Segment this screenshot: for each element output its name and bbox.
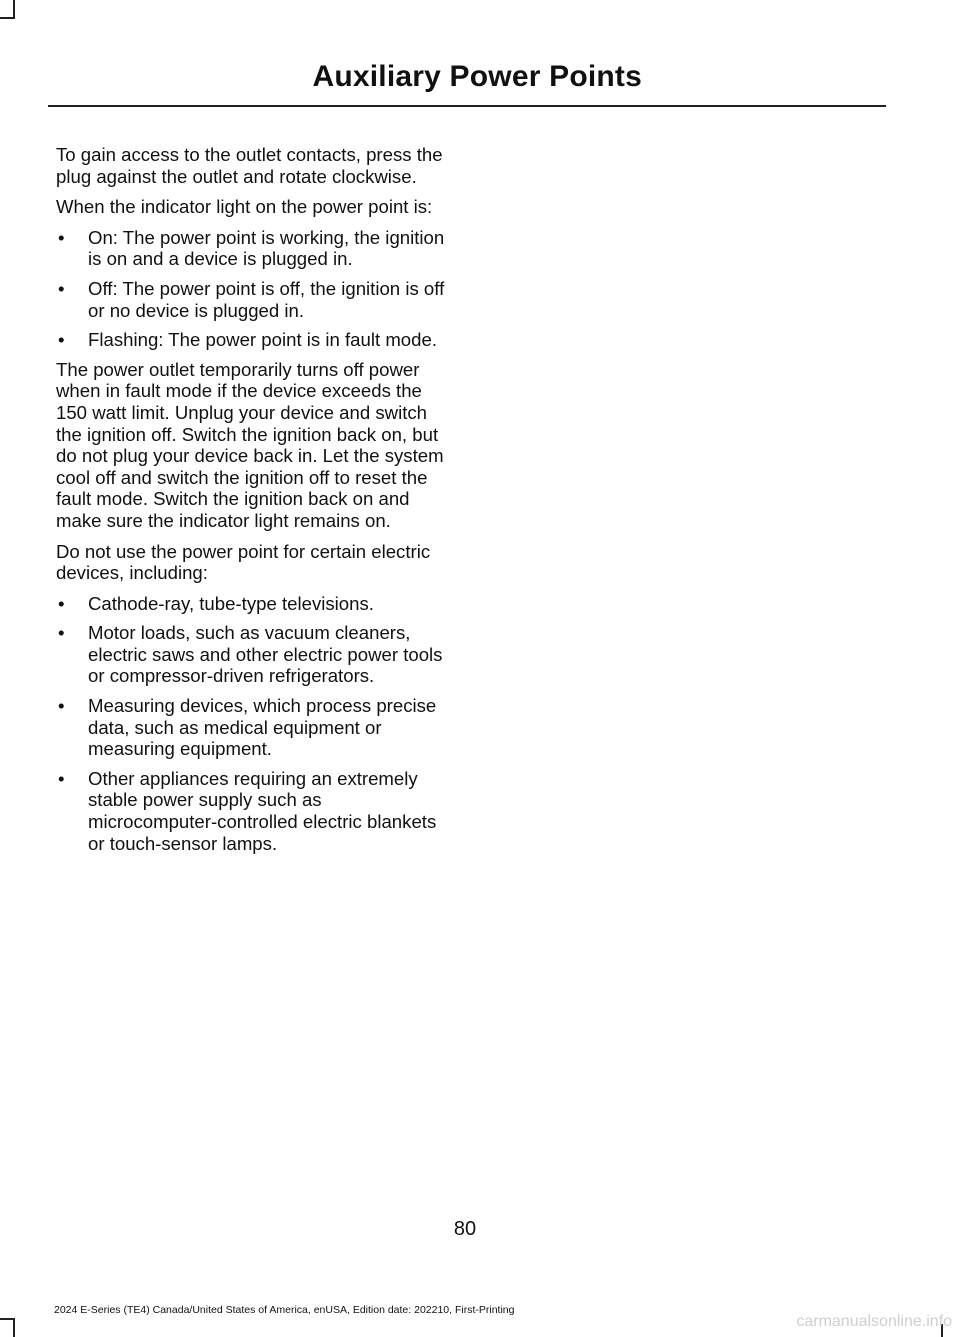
list-item (56, 278, 448, 321)
list-item-text: On: The power point is working, the ignition is on and a device is plugged in. (88, 226, 445, 270)
devices-intro: Do not use the power point for certain electric devices, including: (56, 540, 431, 584)
intro-paragraph: To gain access to the outlet contacts, press the plug against the outlet and rotate clockwise. (56, 144, 443, 187)
crop-mark-bottom-left-vertical (13, 1318, 15, 1337)
list-item (56, 227, 448, 270)
list-item-text: Cathode-ray, tube-type televisions. (88, 592, 374, 614)
devices-list (56, 593, 448, 855)
bullet-icon: • (58, 695, 65, 717)
page-title: Auxiliary Power Points (312, 60, 642, 93)
list-item (56, 329, 448, 351)
crop-mark-top-left-horizontal (0, 17, 15, 19)
list-item-text: Motor loads, such as vacuum cleaners, electric saws and other electric power tools or compressor-driven refrigerators. (88, 622, 443, 687)
list-item-text: Flashing: The power point is in fault mode. (88, 329, 437, 351)
list-item (56, 695, 448, 760)
list-item (56, 593, 448, 615)
indicator-states-list (56, 227, 448, 351)
list-item-text: Off: The power point is off, the ignition is off or no device is plugged in. (88, 277, 445, 321)
bullet-icon: • (58, 592, 65, 614)
list-item-text: Measuring devices, which process precise data, such as medical equipment or measuring equipment. (88, 695, 437, 760)
edition-footer: 2024 E-Series (TE4) Canada/United States of America, enUSA, Edition date: 202210, First-Printing (54, 1304, 515, 1316)
fault-mode-paragraph: The power outlet temporarily turns off power when in fault mode if the device exceeds the 150 watt limit. Unplug your device and switch the ignition off. Switch the ignition back on, but do not plug your device back in. Let the system cool off and switch the ignition off to reset the fault mode. Switch the ignition back on and make sure the indicator light remains on. (56, 358, 444, 531)
bullet-icon: • (58, 622, 65, 644)
indicator-intro: When the indicator light on the power point is: (56, 196, 433, 218)
title-divider (48, 105, 886, 107)
bullet-icon: • (58, 226, 65, 248)
list-item (56, 622, 448, 687)
crop-mark-bottom-left-horizontal (0, 1318, 15, 1320)
main-content (56, 144, 448, 862)
bullet-icon: • (58, 767, 65, 789)
page-number: 80 (453, 1218, 477, 1240)
watermark: carmanualsonline.info (796, 1313, 952, 1330)
bullet-icon: • (58, 329, 65, 351)
list-item-text: Other appliances requiring an extremely stable power supply such as microcomputer-controlled electric blankets or touch-sensor lamps. (88, 767, 437, 854)
list-item (56, 768, 448, 854)
bullet-icon: • (58, 277, 65, 299)
